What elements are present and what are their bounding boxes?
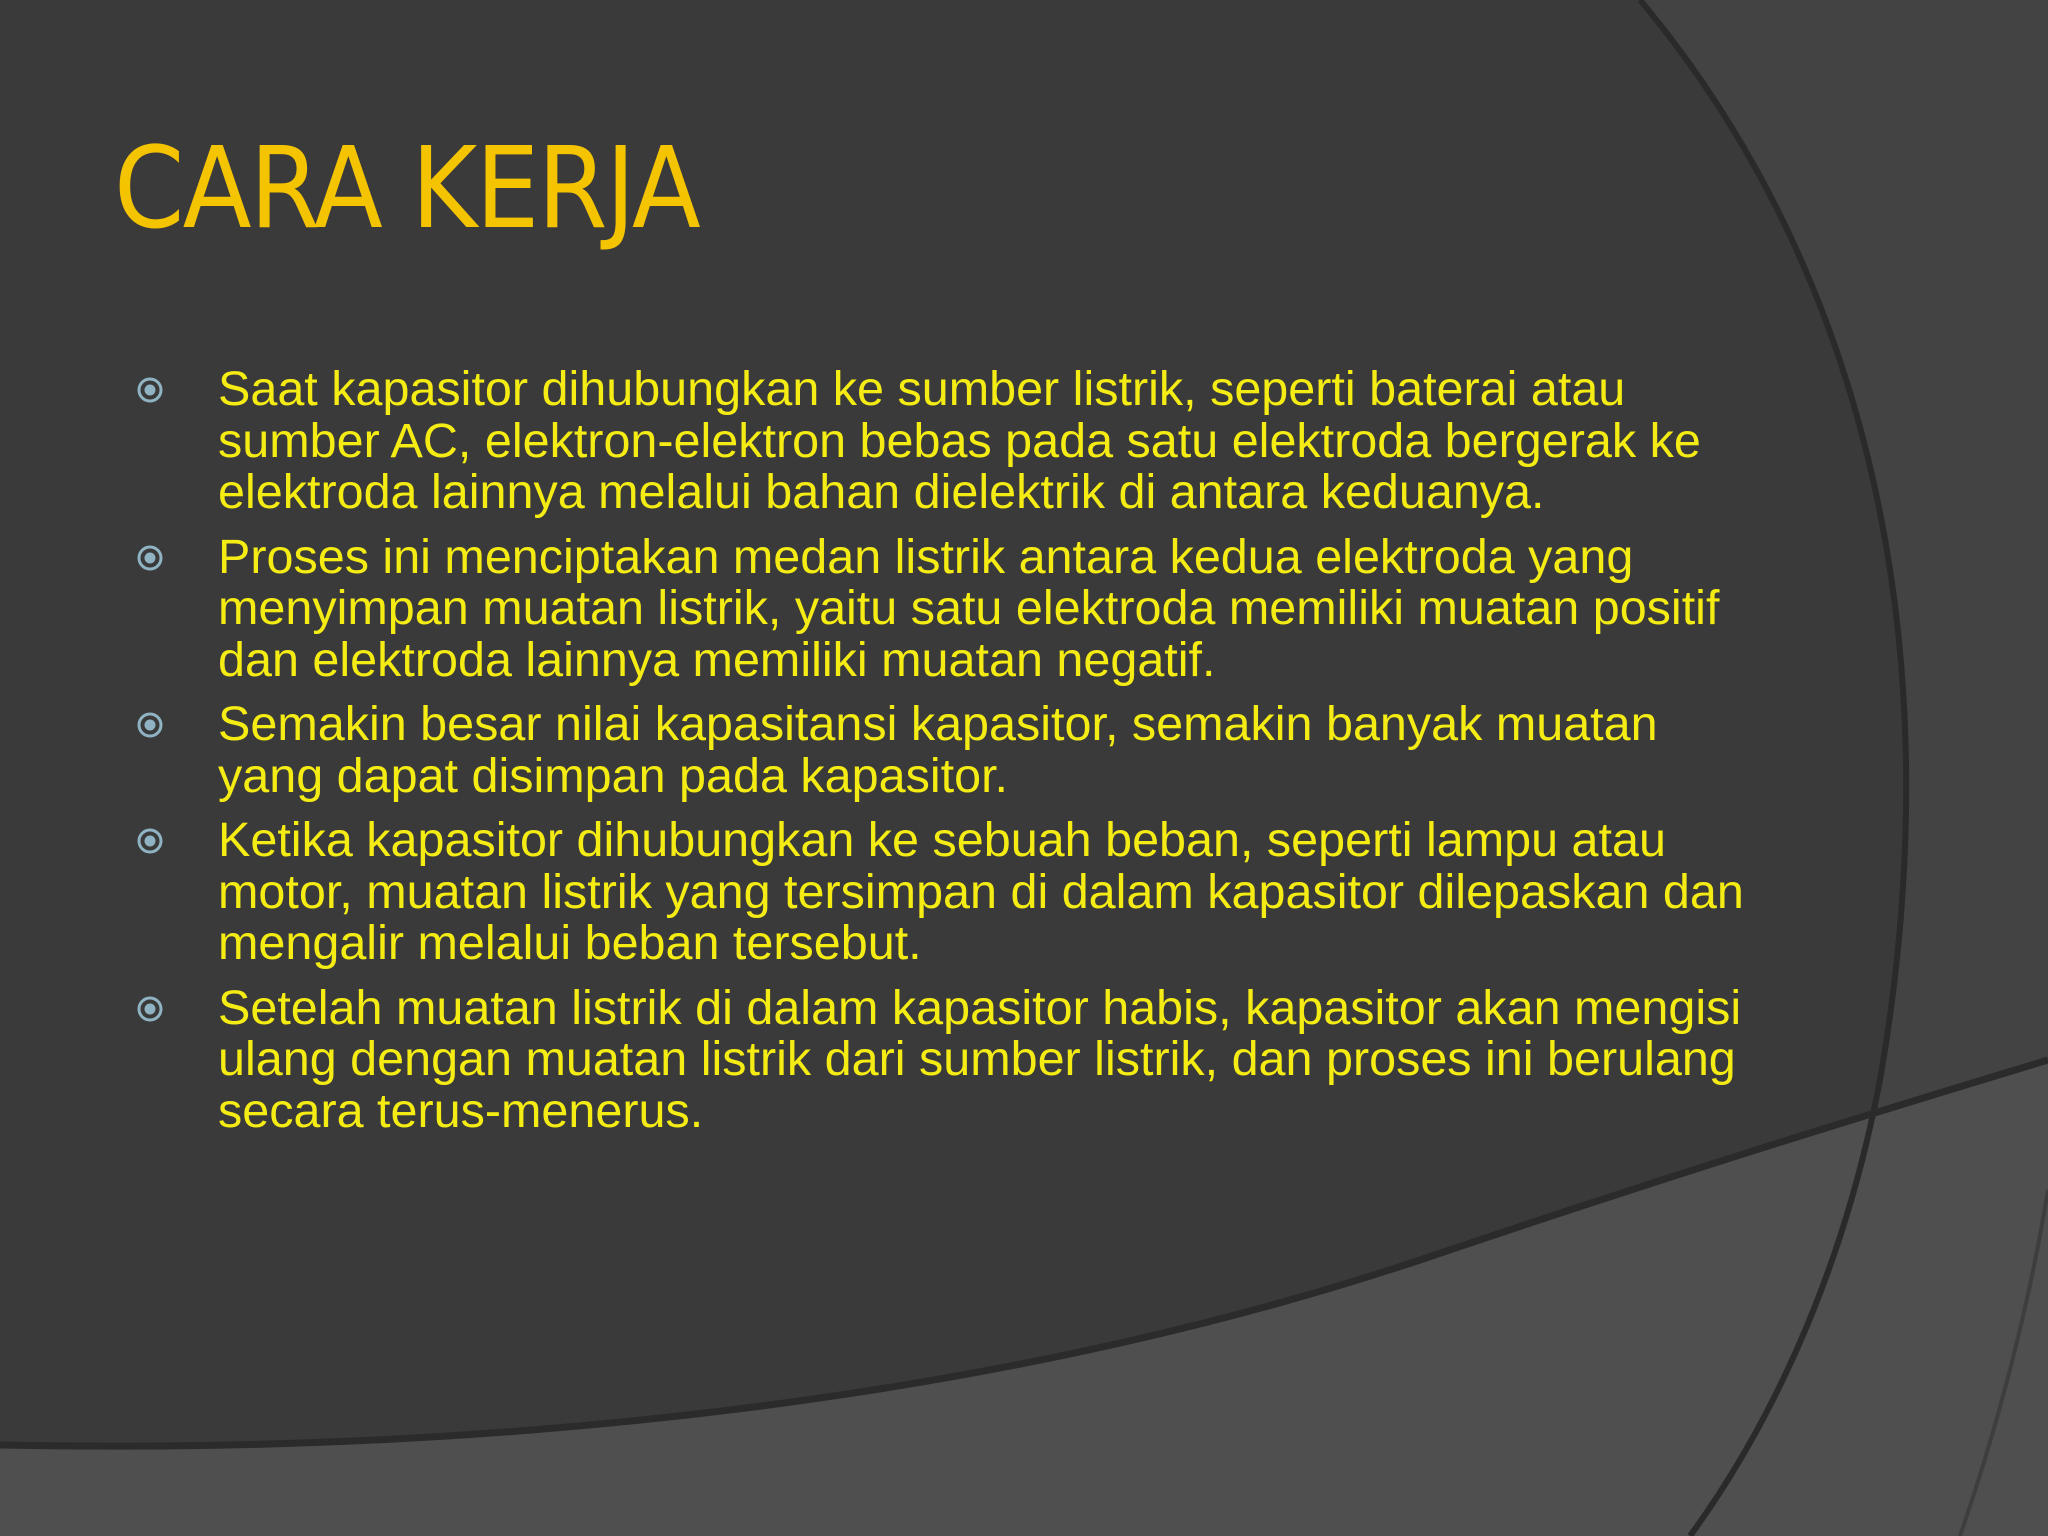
circle-dot-icon (136, 995, 164, 1023)
bullet-text: Saat kapasitor dihubungkan ke sumber listrik, seperti baterai atau sumber AC, elektron-elektron bebas pada satu elektroda bergerak ke elektroda lainnya melalui bahan dielektrik di antara keduanya. (218, 362, 1701, 519)
bullet-item (130, 699, 1750, 802)
bullet-text: Ketika kapasitor dihubungkan ke sebuah beban, seperti lampu atau motor, muatan listrik yang tersimpan di dalam kapasitor dilepaskan dan mengalir melalui beban tersebut. (218, 813, 1744, 970)
slide-title: CARA KERJA (114, 124, 700, 254)
bullet-item (130, 815, 1750, 970)
circle-dot-icon (136, 376, 164, 404)
bullet-text: Setelah muatan listrik di dalam kapasitor habis, kapasitor akan mengisi ulang dengan muatan listrik dari sumber listrik, dan proses ini berulang secara terus-menerus. (218, 980, 1742, 1138)
circle-dot-icon (136, 827, 164, 855)
bullet-item (130, 980, 1750, 1138)
bullet-item (130, 529, 1750, 687)
bullet-list (130, 364, 1750, 1150)
bullet-item (130, 364, 1750, 519)
bullet-text: Proses ini menciptakan medan listrik antara kedua elektroda yang menyimpan muatan listrik, yaitu satu elektroda memiliki muatan positif dan elektroda lainnya memiliki muatan negatif. (218, 529, 1720, 687)
circle-dot-icon (136, 544, 164, 572)
circle-dot-icon (136, 711, 164, 739)
bullet-text: Semakin besar nilai kapasitansi kapasitor, semakin banyak muatan yang dapat disimpan pada kapasitor. (218, 697, 1658, 803)
